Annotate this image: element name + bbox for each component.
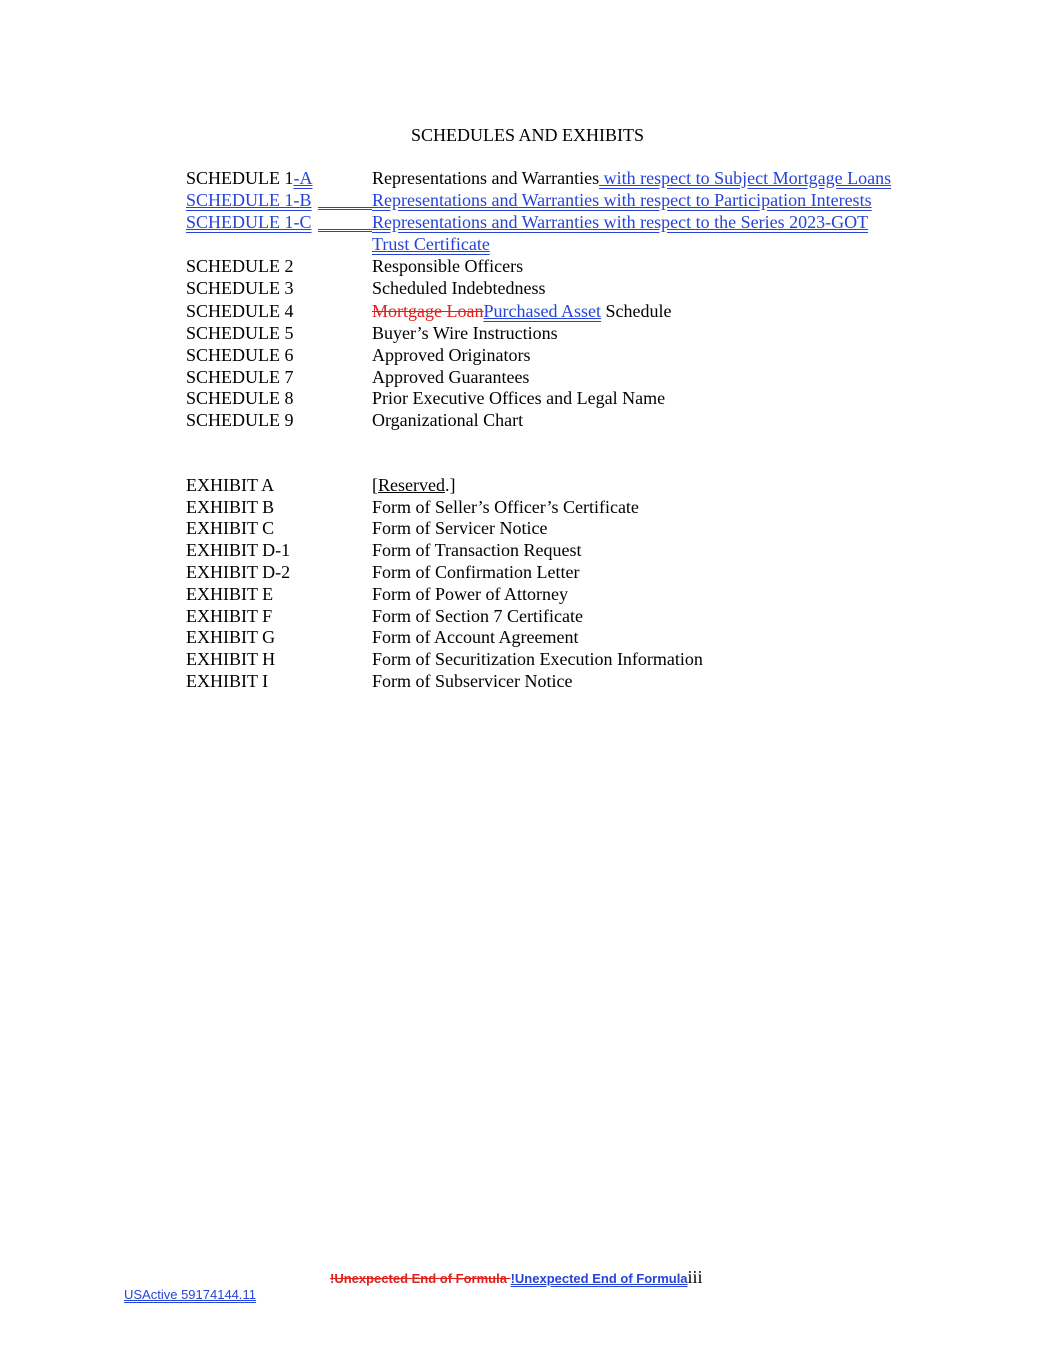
footer-formula-inserted: !Unexpected End of Formula xyxy=(510,1271,688,1286)
exhibit-label: EXHIBIT F xyxy=(186,606,273,626)
page-number: iii xyxy=(687,1267,703,1287)
schedule-description: Prior Executive Offices and Legal Name xyxy=(372,388,666,408)
schedule-description-continued: Trust Certificate xyxy=(372,234,490,254)
inserted-tab-underline xyxy=(318,229,372,232)
exhibit-description: Form of Securitization Execution Information xyxy=(372,649,703,669)
page-title: SCHEDULES AND EXHIBITS xyxy=(410,125,644,145)
exhibit-label: EXHIBIT G xyxy=(186,627,276,647)
schedule-description: Approved Originators xyxy=(372,345,531,365)
schedule-label: SCHEDULE 1-C xyxy=(186,212,312,232)
exhibit-label: EXHIBIT H xyxy=(186,649,276,669)
exhibit-description: Form of Account Agreement xyxy=(372,627,579,647)
schedule-label: SCHEDULE 4 xyxy=(186,301,294,321)
schedule-description: Mortgage LoanPurchased Asset Schedule xyxy=(372,301,672,321)
schedule-label: SCHEDULE 6 xyxy=(186,345,294,365)
footer-page-field xyxy=(330,1266,703,1290)
schedule-label: SCHEDULE 1-A xyxy=(186,168,313,188)
exhibit-description: Form of Transaction Request xyxy=(372,540,582,560)
schedule-label: SCHEDULE 9 xyxy=(186,410,294,430)
exhibit-description: Form of Confirmation Letter xyxy=(372,562,580,582)
exhibit-label: EXHIBIT A xyxy=(186,475,275,495)
schedule-label: SCHEDULE 8 xyxy=(186,388,294,408)
exhibit-description: Form of Seller’s Officer’s Certificate xyxy=(372,497,639,517)
document-id: USActive 59174144.11 xyxy=(124,1287,257,1302)
schedule-label: SCHEDULE 7 xyxy=(186,367,294,387)
schedule-description: Representations and Warranties with respect to Participation Interests xyxy=(372,190,872,210)
exhibit-label: EXHIBIT D-1 xyxy=(186,540,291,560)
schedule-description: Responsible Officers xyxy=(372,256,524,276)
schedule-label: SCHEDULE 5 xyxy=(186,323,294,343)
schedule-description: Organizational Chart xyxy=(372,410,524,430)
schedule-description: Approved Guarantees xyxy=(372,367,530,387)
schedule-description: Scheduled Indebtedness xyxy=(372,278,546,298)
exhibit-label: EXHIBIT B xyxy=(186,497,275,517)
schedule-description: Representations and Warranties with respect to the Series 2023-GOT xyxy=(372,212,869,232)
exhibit-description: Form of Subservicer Notice xyxy=(372,671,573,691)
exhibit-label: EXHIBIT D-2 xyxy=(186,562,291,582)
exhibit-label: EXHIBIT E xyxy=(186,584,274,604)
exhibit-label: EXHIBIT C xyxy=(186,518,275,538)
exhibit-description: Form of Servicer Notice xyxy=(372,518,548,538)
schedule-label: SCHEDULE 1-B xyxy=(186,190,312,210)
exhibit-label: EXHIBIT I xyxy=(186,671,269,691)
exhibit-description: [Reserved.] xyxy=(372,475,456,495)
schedule-label: SCHEDULE 3 xyxy=(186,278,294,298)
schedule-label: SCHEDULE 2 xyxy=(186,256,294,276)
exhibit-description: Form of Section 7 Certificate xyxy=(372,606,583,626)
inserted-tab-underline xyxy=(318,207,372,210)
footer-formula-deleted: !Unexpected End of Formula xyxy=(330,1271,511,1286)
exhibit-description: Form of Power of Attorney xyxy=(372,584,568,604)
schedule-description: Representations and Warranties with respect to Subject Mortgage Loans xyxy=(372,168,892,188)
schedule-description: Buyer’s Wire Instructions xyxy=(372,323,558,343)
